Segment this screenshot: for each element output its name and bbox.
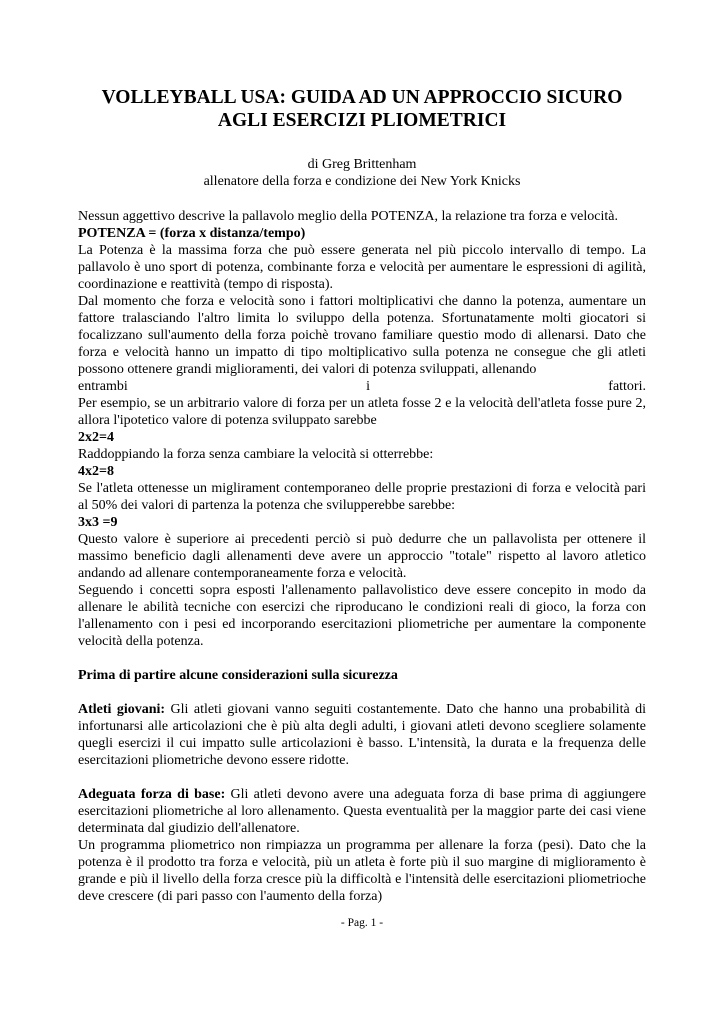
value-paragraph: Questo valore è superiore ai precedenti perciò si può dedurre che un pallavolista per ottenere il massimo beneficio dagli allenamenti deve avere un approccio "totale" rispetto al lavoro atletico andando ad allenare contemporaneamente forza e velocità. bbox=[78, 532, 646, 581]
equation-3: 3x3 =9 bbox=[78, 515, 118, 530]
byline bbox=[78, 156, 646, 190]
example-paragraph: Per esempio, se un arbitrario valore di forza per un atleta fosse 2 e la velocità dell'atleta fosse pure 2, allora l'ipotetico valore di potenza sviluppato sarebbe bbox=[78, 396, 646, 428]
equation-2: 4x2=8 bbox=[78, 464, 114, 479]
power-definition-paragraph: La Potenza è la massima forza che può essere generata nel più piccolo intervallo di tempo. La pallavolo è uno sport di potenza, combinante forza e velocità per aumentare le espressioni di agilità, coordinazione e reattività (tempo di risposta). bbox=[78, 243, 646, 292]
concepts-paragraph: Seguendo i concetti sopra esposti l'allenamento pallavolistico deve essere concepito in modo da allenare le abilità tecniche con esercizi che riproducano le condizioni reali di gioco, la forza con l'allenamento con i pesi ed incorporando esercitazioni pliometriche per aumentare la componente velocità della potenza. bbox=[78, 583, 646, 649]
doubling-paragraph: Raddoppiando la forza senza cambiare la velocità si otterrebbe: bbox=[78, 447, 434, 462]
safety-heading: Prima di partire alcune considerazioni sulla sicurezza bbox=[78, 668, 398, 683]
factors-paragraph-end: entrambi i fattori. bbox=[78, 379, 646, 394]
title-line-2: AGLI ESERCIZI PLIOMETRICI bbox=[217, 110, 507, 131]
program-paragraph: Un programma pliometrico non rimpiazza un programma per allenare la forza (pesi). Dato che la potenza è il prodotto tra forza e velocità, più un atleta è forte più il suo margine di miglioramento è grande e più il livello della forza cresce più la difficoltà e l'intensità delle esercitazioni pliometrioche deve crescere (di pari passo con l'aumento della forza) bbox=[78, 838, 646, 904]
base-strength-paragraph: Adeguata forza di base: Gli atleti devono avere una adeguata forza di base prima di aggiungere esercitazioni pliometriche al loro allenamento. Questa eventualità per la maggior parte dei casi viene determinata dal giudizio dell'allenatore. bbox=[78, 787, 647, 836]
improvement-paragraph: Se l'atleta ottenesse un miglirament contemporaneo delle proprie prestazioni di forza e velocità pari al 50% dei valori di partenza la potenza che svilupperebbe sarebbe: bbox=[78, 481, 646, 513]
document-body bbox=[78, 208, 646, 905]
author-name: di Greg Brittenham bbox=[307, 157, 417, 172]
document-page bbox=[78, 0, 646, 905]
title-line-1: VOLLEYBALL USA: GUIDA AD UN APPROCCIO SICURO bbox=[101, 87, 623, 108]
document-title bbox=[78, 86, 646, 132]
power-formula: POTENZA = (forza x distanza/tempo) bbox=[78, 226, 306, 241]
young-athletes-paragraph: Atleti giovani: Gli atleti giovani vanno seguiti costantemente. Dato che hanno una probabilità di infortunarsi alle articolazioni che è più alta degli adulti, i giovani atleti devono scegliere solamente quegli esercizi il cui impatto sulle articolazioni è basso. L'intensità, la durata e la frequenza delle esercitazioni pliometriche devono essere ridotte. bbox=[78, 702, 647, 768]
equation-1: 2x2=4 bbox=[78, 430, 114, 445]
page-number: - Pag. 1 - bbox=[340, 917, 384, 929]
author-role: allenatore della forza e condizione dei New York Knicks bbox=[203, 174, 521, 189]
intro-paragraph: Nessun aggettivo descrive la pallavolo meglio della POTENZA, la relazione tra forza e velocità. bbox=[78, 209, 618, 224]
factors-paragraph: Dal momento che forza e velocità sono i fattori moltiplicativi che danno la potenza, aumentare un fattore tralasciando l'altro limita lo sviluppo della potenza. Sfortunatamente molti giocatori si focalizzano sull'aumento della forza poichè trovano familiare questio modo di allenarsi. Dato che forza e velocità hanno un impatto di tipo moltiplicativo sulla potenza ne consegue che gli atleti possono ottenere grandi miglioramenti, dei valori di potenza sviluppati, allenando bbox=[78, 294, 646, 377]
